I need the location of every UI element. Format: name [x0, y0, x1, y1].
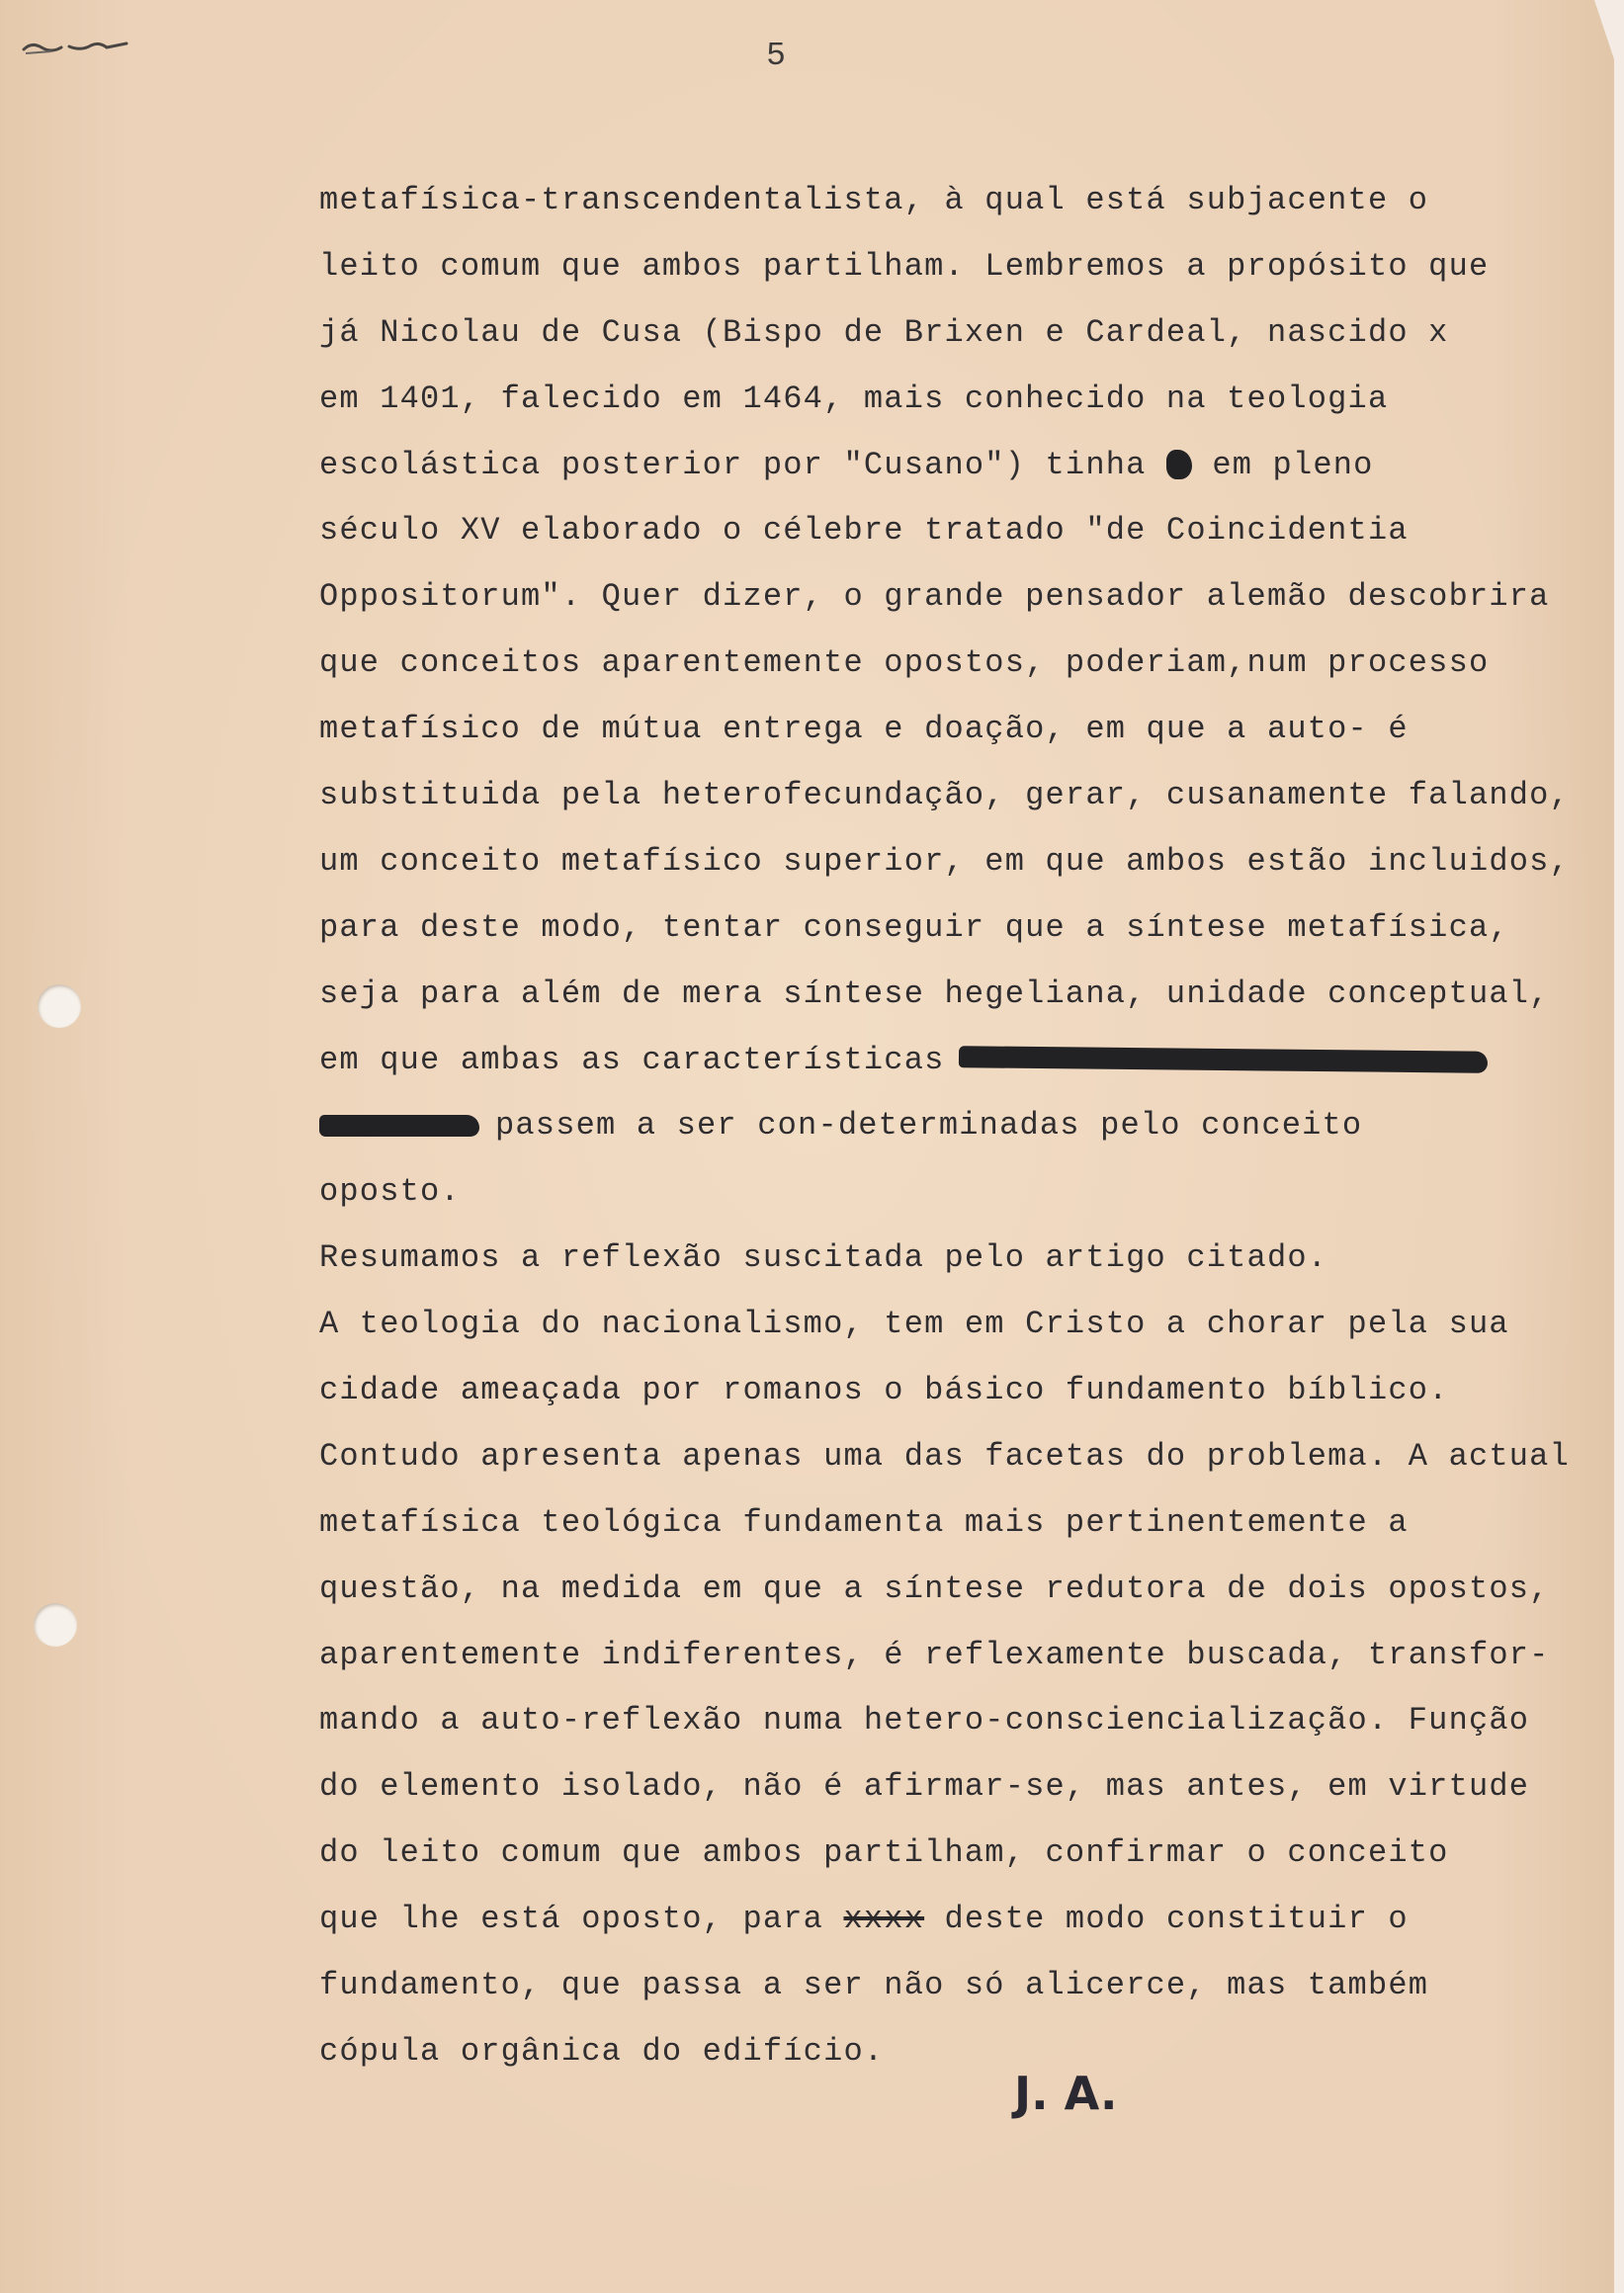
text-line: já Nicolau de Cusa (Bispo de Brixen e Cardeal, nascido x [319, 313, 1449, 351]
text-line: Oppositorum". Quer dizer, o grande pensador alemão descobrira [319, 578, 1550, 616]
text-line: em que ambas as características [319, 1028, 1604, 1094]
text-line: aparentemente indiferentes, é reflexamente buscada, transfor- [319, 1636, 1550, 1673]
punch-hole [34, 1603, 77, 1647]
text-line: leito comum que ambos partilham. Lembremos a propósito que [319, 247, 1490, 285]
text-line: oposto. [319, 1173, 461, 1211]
text-line: do leito comum que ambos partilham, confirmar o conceito [319, 1834, 1449, 1872]
page-number: 5 [766, 38, 786, 74]
svg-text:J. A.: J. A. [1014, 2067, 1118, 2120]
text-line: que lhe está oposto, para xxxx deste modo constituir o [319, 1901, 1409, 1938]
text-line: que conceitos aparentemente opostos, poderiam,num processo [319, 644, 1490, 682]
text-line: do elemento isolado, não é afirmar-se, mas antes, em virtude [319, 1768, 1530, 1806]
text-line: passem a ser con-determinadas pelo conceito [319, 1093, 1604, 1159]
text-line: A teologia do nacionalismo, tem em Cristo a chorar pela sua [319, 1306, 1509, 1343]
page-edge [1614, 0, 1624, 2293]
redaction-blot [319, 1115, 479, 1137]
ink-blot [1166, 450, 1192, 479]
text-line: cidade ameaçada por romanos o básico fundamento bíblico. [319, 1372, 1449, 1409]
text-line: Resumamos a reflexão suscitada pelo artigo citado. [319, 1239, 1328, 1277]
text-line: um conceito metafísico superior, em que ambos estão incluidos, [319, 842, 1570, 880]
text-line: metafísica teológica fundamenta mais pertinentemente a [319, 1503, 1409, 1541]
text-line: seja para além de mera síntese hegeliana, unidade conceptual, [319, 975, 1550, 1012]
struck-text: xxxx [843, 1901, 925, 1938]
text-line: questão, na medida em que a síntese redutora de dois opostos, [319, 1570, 1550, 1607]
text-line: Contudo apresenta apenas uma das facetas do problema. A actual [319, 1437, 1570, 1475]
text-line: século XV elaborado o célebre tratado "de Coincidentia [319, 512, 1409, 550]
text-line: escolástica posterior por "Cusano") tinha em pleno [319, 446, 1374, 483]
text-line: para deste modo, tentar conseguir que a síntese metafísica, [319, 908, 1509, 946]
text-line: em 1401, falecido em 1464, mais conhecido na teologia [319, 380, 1389, 417]
punch-hole [38, 984, 81, 1028]
text-line: cópula orgânica do edifício. [319, 2032, 885, 2070]
text-line: mando a auto-reflexão numa hetero-consciencialização. Função [319, 1702, 1530, 1740]
text-line: substituida pela heterofecundação, gerar, cusanamente falando, [319, 777, 1570, 814]
redaction-blot [958, 1046, 1487, 1073]
text-line: fundamento, que passa a ser não só alicerce, mas também [319, 1967, 1429, 2004]
text-line: metafísico de mútua entrega e doação, em que a auto- é [319, 711, 1409, 748]
signature [1008, 2054, 1186, 2133]
body-text [319, 168, 1604, 2085]
text-line: metafísica-transcendentalista, à qual está subjacente o [319, 182, 1429, 218]
